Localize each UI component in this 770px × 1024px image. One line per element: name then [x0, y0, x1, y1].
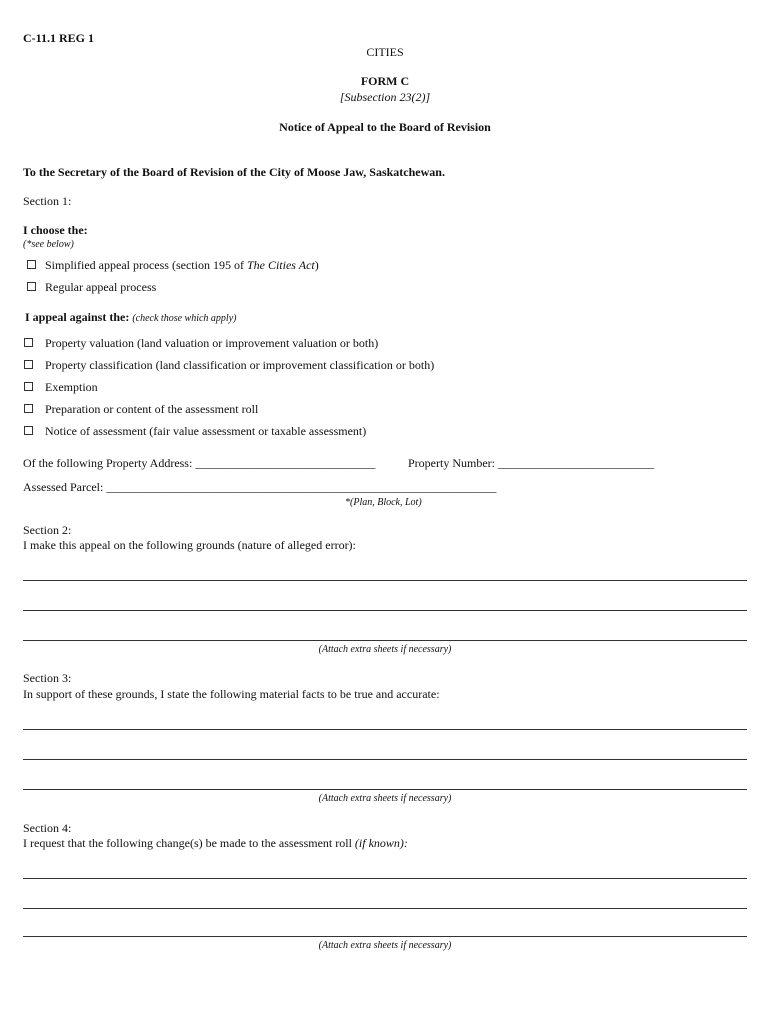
property-address-field[interactable]: Of the following Property Address: ______________________________	[23, 456, 376, 470]
property-classification-checkbox[interactable]	[24, 360, 33, 369]
section2-answer-line[interactable]	[23, 610, 747, 611]
addressee-line: To the Secretary of the Board of Revision of the City of Moose Jaw, Saskatchewan.	[23, 165, 445, 179]
property-classification-label: Property classification (land classification or improvement classification or both)	[45, 358, 435, 372]
section3-answer-line[interactable]	[23, 789, 747, 790]
notice-of-assessment-checkbox[interactable]	[24, 426, 33, 435]
parcel-note: *(Plan, Block, Lot)	[345, 497, 422, 508]
section3-prompt: In support of these grounds, I state the following material facts to be true and accurate:	[23, 687, 440, 701]
section3-label: Section 3:	[23, 671, 72, 685]
simplified-process-checkbox[interactable]	[27, 260, 36, 269]
exemption-label: Exemption	[45, 380, 98, 394]
subsection-reference: [Subsection 23(2)]	[339, 90, 431, 104]
section4-attach-note: (Attach extra sheets if necessary)	[318, 940, 452, 951]
regular-process-checkbox[interactable]	[27, 282, 36, 291]
regulation-reference: C-11.1 REG 1	[23, 31, 95, 45]
property-valuation-checkbox[interactable]	[24, 338, 33, 347]
section4-answer-line[interactable]	[23, 936, 747, 937]
section2-answer-line[interactable]	[23, 580, 747, 581]
section2-answer-line[interactable]	[23, 640, 747, 641]
section3-attach-note: (Attach extra sheets if necessary)	[318, 793, 452, 804]
section2-attach-note: (Attach extra sheets if necessary)	[318, 644, 452, 655]
simplified-process-label: Simplified appeal process (section 195 of The Cities Act)	[45, 258, 319, 272]
section1-label: Section 1:	[23, 194, 72, 208]
section4-label: Section 4:	[23, 821, 72, 835]
regular-process-label: Regular appeal process	[45, 280, 157, 294]
exemption-checkbox[interactable]	[24, 382, 33, 391]
assessment-roll-checkbox[interactable]	[24, 404, 33, 413]
appeal-against-heading: I appeal against the: (check those which apply)	[25, 310, 237, 324]
section4-answer-line[interactable]	[23, 908, 747, 909]
choose-note: (*see below)	[23, 239, 74, 250]
notice-title: Notice of Appeal to the Board of Revision	[279, 120, 491, 134]
assessed-parcel-field[interactable]: Assessed Parcel: _________________________________________________________________	[23, 480, 497, 494]
property-number-field[interactable]: Property Number: __________________________	[408, 456, 654, 470]
section2-prompt: I make this appeal on the following grounds (nature of alleged error):	[23, 538, 356, 552]
section4-answer-line[interactable]	[23, 878, 747, 879]
section4-prompt: I request that the following change(s) be made to the assessment roll (if known):	[23, 836, 408, 850]
form-title: FORM C	[360, 74, 410, 88]
section3-answer-line[interactable]	[23, 729, 747, 730]
section3-answer-line[interactable]	[23, 759, 747, 760]
act-title: CITIES	[366, 45, 404, 59]
property-valuation-label: Property valuation (land valuation or improvement valuation or both)	[45, 336, 379, 350]
choose-heading: I choose the:	[23, 223, 88, 237]
assessment-roll-label: Preparation or content of the assessment roll	[45, 402, 259, 416]
section2-label: Section 2:	[23, 523, 72, 537]
notice-of-assessment-label: Notice of assessment (fair value assessment or taxable assessment)	[45, 424, 367, 438]
